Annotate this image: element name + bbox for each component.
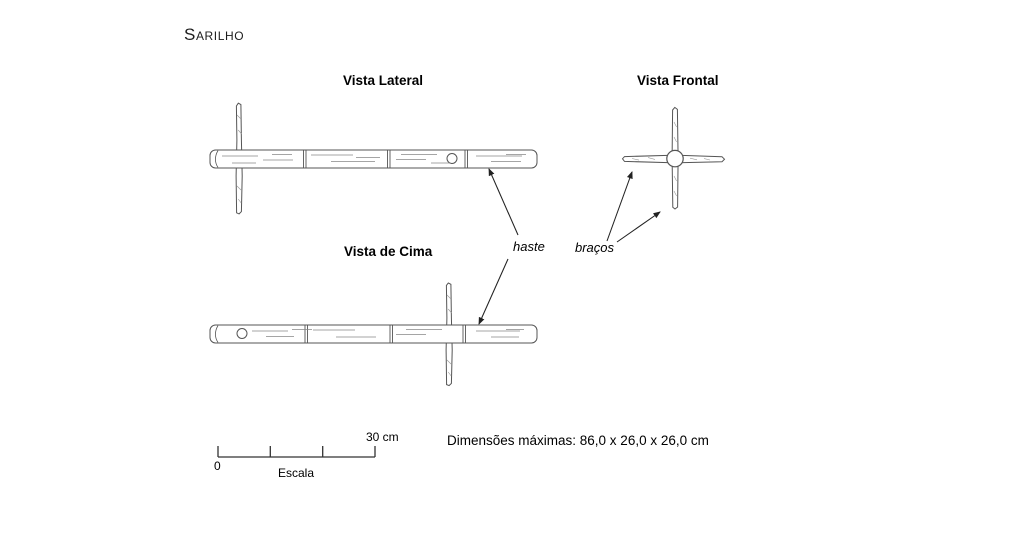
- front-view-hub: [667, 150, 683, 166]
- view-title-lateral: Vista Lateral: [343, 73, 424, 88]
- side-view-shaft: [210, 150, 537, 168]
- front-view-drawing: [623, 107, 725, 209]
- scale-bar: [218, 446, 375, 457]
- haste-arrow-to-side-view: [489, 169, 518, 235]
- view-title-frontal: Vista Frontal: [637, 73, 719, 88]
- callout-bracos: braços: [575, 240, 615, 255]
- scale-zero-label: 0: [214, 459, 221, 473]
- haste-arrow-to-top-view: [479, 259, 508, 324]
- side-view-drawing: [210, 103, 537, 214]
- scale-caption: Escala: [278, 466, 315, 480]
- top-view-hole: [237, 329, 247, 339]
- callout-haste: haste: [513, 239, 545, 254]
- dimensions-note: Dimensões máximas: 86,0 x 26,0 x 26,0 cm: [447, 433, 709, 448]
- side-view-hole: [447, 154, 457, 164]
- bracos-arrow-to-left-arm: [607, 172, 632, 241]
- page-title: Sarilho: [184, 25, 245, 44]
- scale-max-label: 30 cm: [366, 430, 399, 444]
- view-title-top: Vista de Cima: [344, 244, 433, 259]
- top-view-drawing: [210, 283, 537, 386]
- bracos-arrow-to-bottom-arm: [617, 212, 660, 242]
- top-view-shaft: [210, 325, 537, 343]
- callout-arrows: [479, 169, 660, 324]
